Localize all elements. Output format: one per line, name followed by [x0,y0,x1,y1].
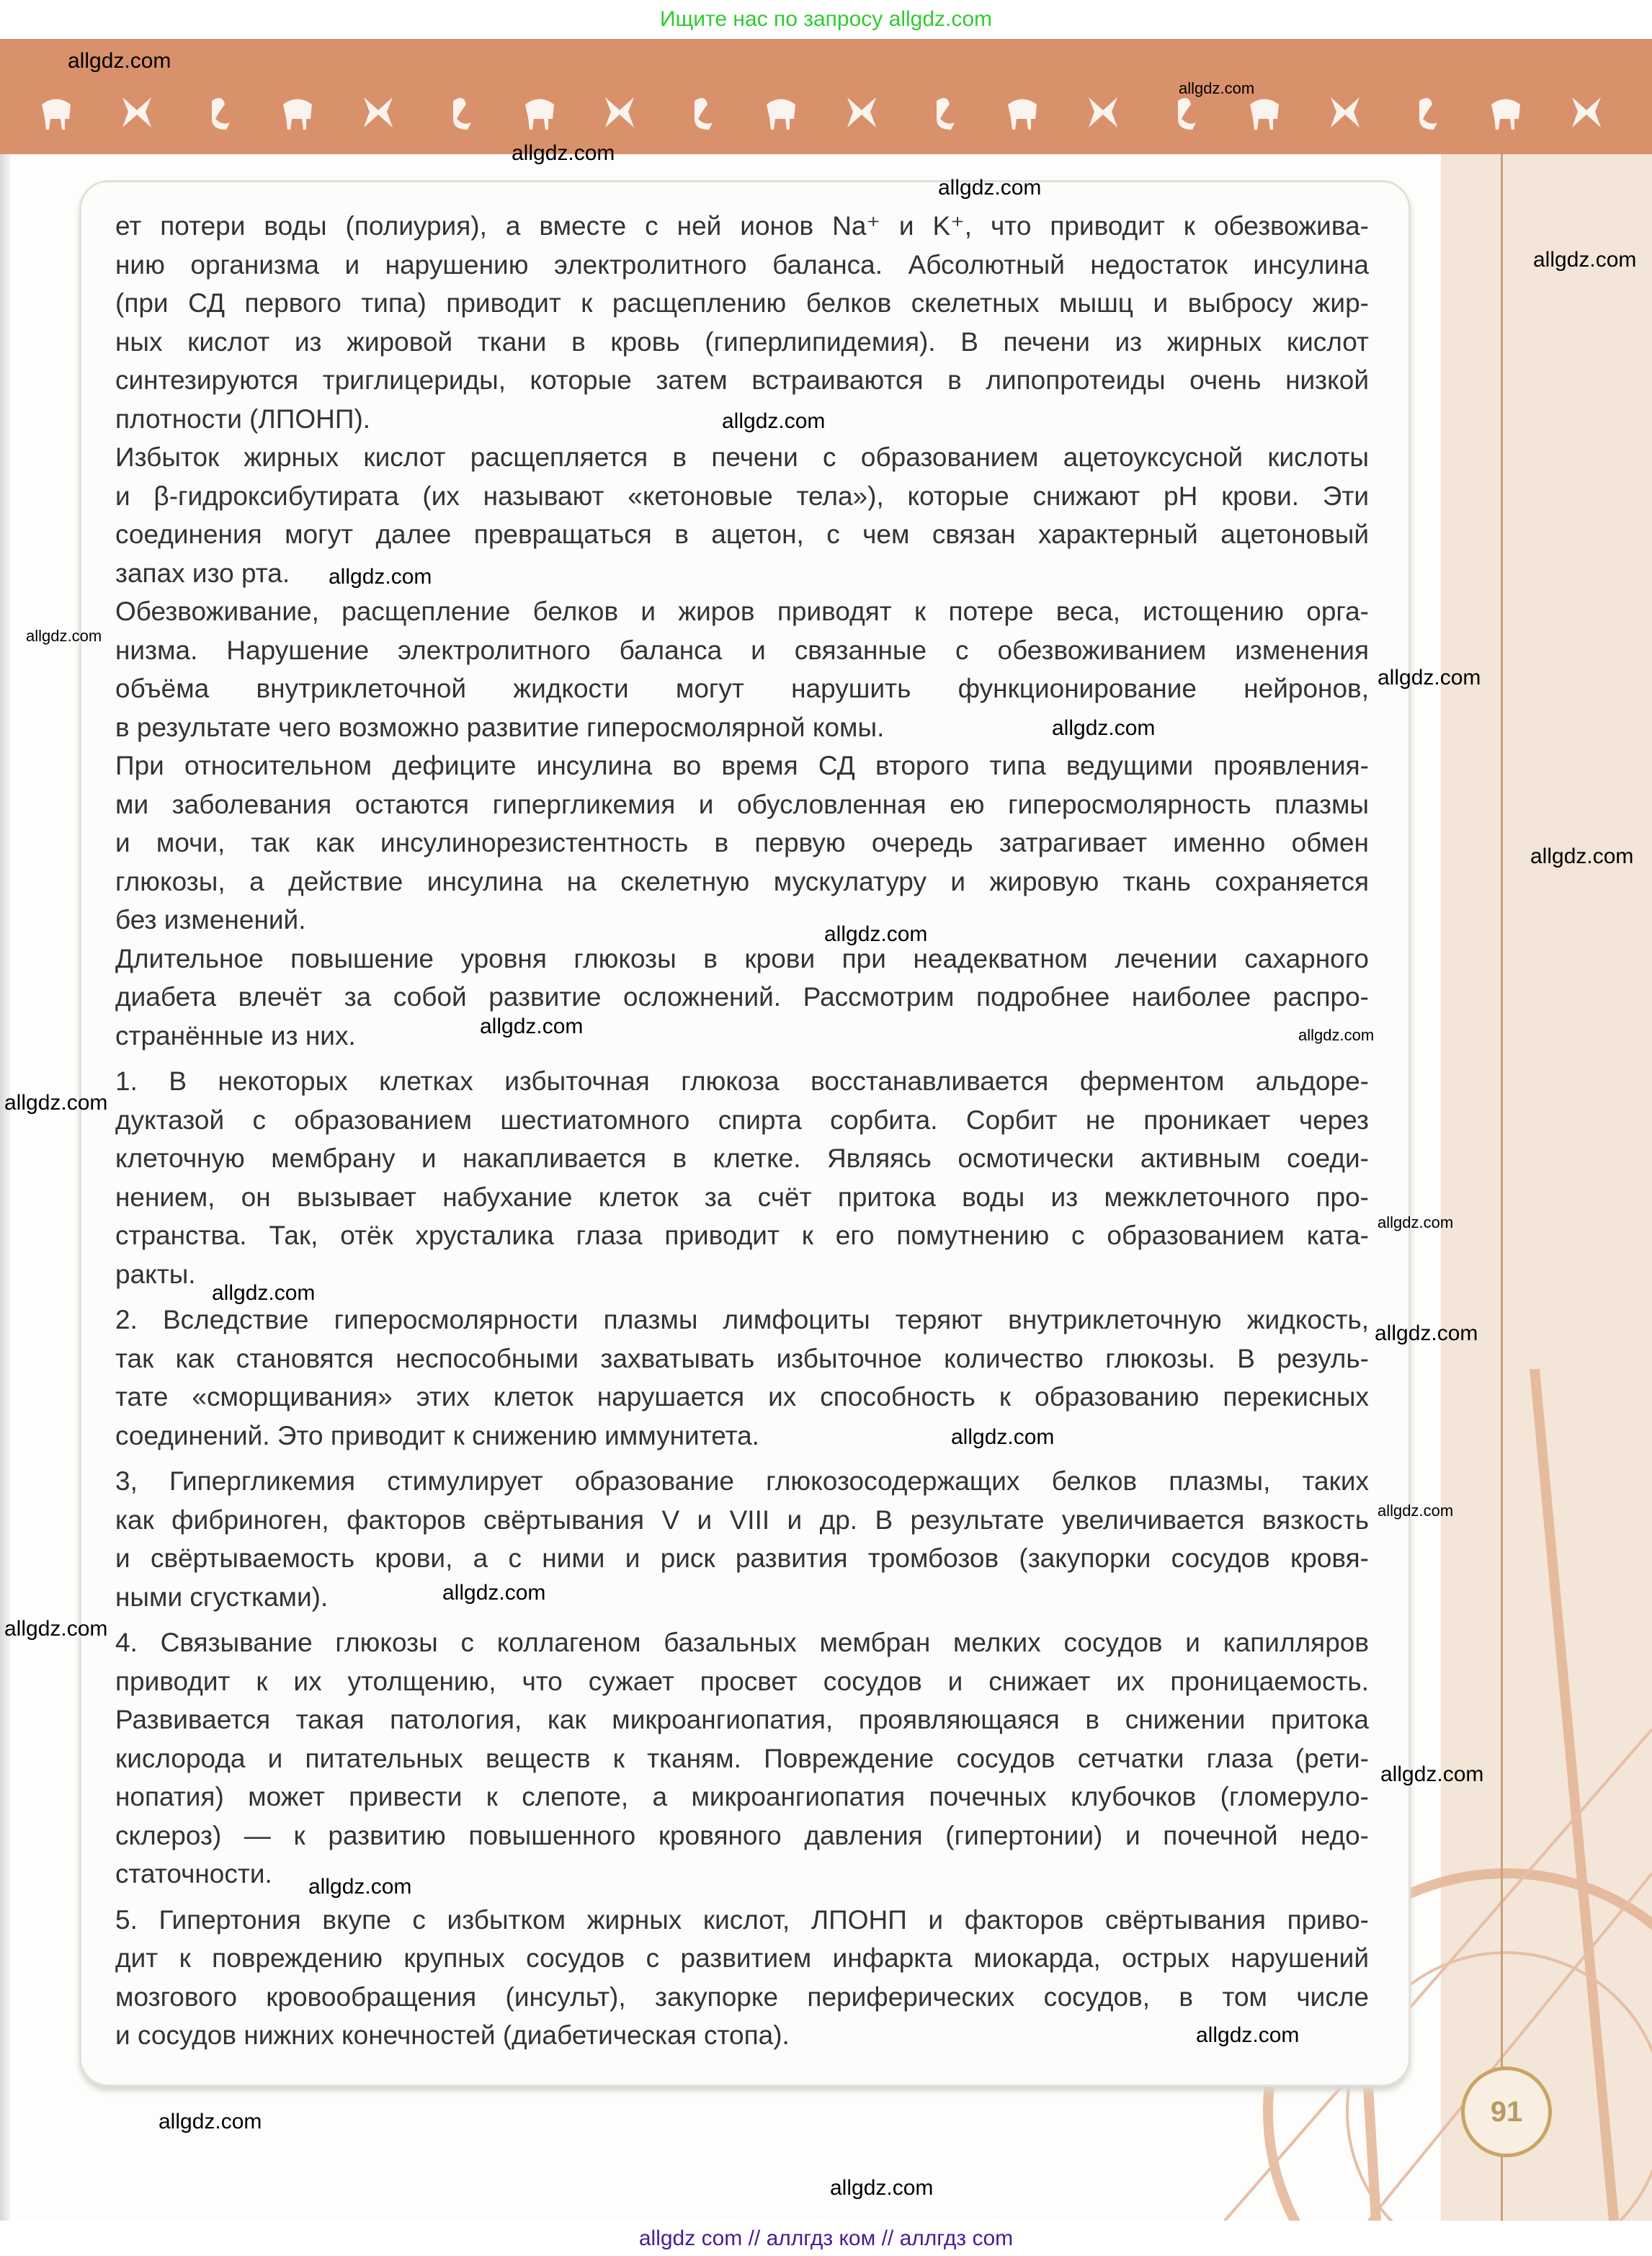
watermark-text: allgdz.com [68,49,171,73]
text-line: и β-гидроксибутирата (их называют «кетоновые тела»), которые снижают pH крови. Эти [115,481,1369,511]
text-line: соединений. Это приводит к снижению иммунитета. [115,1420,759,1450]
text-line: ет потери воды (полиурия), а вместе с ней ионов Na⁺ и K⁺, что приводит к обезвожива- [115,211,1369,241]
page-number: 91 [1461,2066,1552,2157]
text-line: нением, он вызывает набухание клеток за счёт притока воды из межклеточного про- [115,1182,1369,1212]
page-edge [0,154,10,2221]
text-line: 4. Связывание глюкозы с коллагеном базальных мембран мелких сосудов и капилляров [115,1628,1369,1657]
paragraph [115,207,1369,438]
fish-icon [439,90,479,133]
watermark-text: allgdz.com [824,922,928,946]
text-line: Обезвоживание, расщепление белков и жиров приводят к потере веса, истощению орга- [115,597,1369,626]
top-banner-text: Ищите нас по запросу allgdz.com [659,7,993,31]
text-line: 1. В некоторых клетках избыточная глюкоза восстанавливается ферментом альдоре- [115,1066,1369,1096]
text-line: соединения могут далее превращаться в ацетон, с чем связан характерный ацетоновый [115,520,1369,549]
butterfly-icon [1002,90,1042,133]
top-banner [0,0,1652,39]
text-line: Избыток жирных кислот расщепляется в печени с образованием ацетоуксусной кислоты [115,442,1369,472]
watermark-text: allgdz.com [1378,1502,1454,1520]
watermark-text: allgdz.com [1378,666,1481,690]
text-line: При относительном дефиците инсулина во время СД второго типа ведущими проявления- [115,751,1369,780]
ostrich-icon [841,90,882,133]
text-line: и сосудов нижних конечностей (диабетическая стопа). [115,2020,790,2050]
watermark-text: allgdz.com [1179,79,1255,97]
text-line: ных кислот из жировой ткани в кровь (гиперлипидемия). В печени из жирных кислот [115,326,1369,357]
text-line: низма. Нарушение электролитного баланса и связанные с обезвоживанием изменения [115,635,1369,665]
text-line: нопатия) может привести к слепоте, а микроангиопатия почечных клубочков (гломеруло- [115,1782,1369,1811]
text-line: объёма внутриклеточной жидкости могут нарушить функционирование нейронов, [115,674,1369,703]
text-line: как фибриноген, факторов свёртывания V и VIII и др. В результате увеличивается вязкость [115,1504,1369,1535]
watermark-text: allgdz.com [4,1617,108,1641]
boar-icon [761,90,801,133]
text-line: приводит к их утолщению, что сужает просвет сосудов и снижает их проницаемость. [115,1666,1369,1696]
watermark-text: allgdz.com [4,1091,108,1115]
body-text [115,207,1369,2055]
list-item-paragraph [115,1301,1369,1455]
bottom-banner [0,2221,1652,2256]
text-line: (при СД первого типа) приводит к расщеплению белков скелетных мышц и выбросу жир- [115,288,1369,318]
text-line: глюкозы, а действие инсулина на скелетную мускулатуру и жировую ткань сохраняется [115,866,1369,896]
text-line: мозгового кровообращения (инсульт), закупорке периферических сосудов, в том числе [115,1981,1369,2012]
text-line: плотности (ЛПОНП). [115,404,371,434]
heron-icon [599,90,640,133]
horse-icon [277,90,318,133]
watermark-text: allgdz.com [1530,844,1634,868]
text-line: в результате чего возможно развитие гиперосмолярной комы. [115,712,885,742]
watermark-text: allgdz.com [158,2110,262,2134]
text-line: так как становятся неспособными захватывать избыточное количество глюкозы. В резуль- [115,1343,1369,1373]
watermark-text: allgdz.com [329,565,432,589]
text-line: статочности. [115,1859,272,1889]
watermark-text: allgdz.com [722,409,826,433]
text-line: ми заболевания остаются гипергликемия и обусловленная ею гиперосмолярность плазмы [115,789,1369,819]
watermark-text: allgdz.com [1298,1026,1375,1044]
watermark-text: allgdz.com [1196,2023,1300,2047]
text-line: ными сгустками). [115,1582,329,1612]
text-line: дуктазой с образованием шестиатомного спирта сорбита. Сорбит не проникает через [115,1105,1369,1135]
text-line: 5. Гипертония вкупе с избытком жирных кислот, ЛПОНП и факторов свёртывания приво- [115,1904,1369,1935]
paragraph [115,438,1369,592]
text-line: синтезируются триглицериды, которые затем встраиваются в липопротеиды очень низкой [115,365,1369,395]
watermark-text: allgdz.com [308,1875,412,1899]
watermark-text: allgdz.com [442,1581,546,1605]
text-line: запах изо рта. [115,558,290,588]
list-item-paragraph [115,1623,1369,1894]
antelope-icon [922,90,963,133]
watermark-text: allgdz.com [212,1281,316,1305]
insect-icon [680,90,720,133]
list-item-paragraph [115,1062,1369,1293]
paragraph [115,746,1369,940]
bird-icon [358,90,398,133]
list-item-paragraph [115,1462,1369,1616]
text-line: Длительное повышение уровня глюкозы в крови при неадекватном лечении сахарного [115,943,1369,973]
animal-icons-row [36,86,1607,137]
watermark-text: allgdz.com [1380,1762,1484,1786]
watermark-text: allgdz.com [480,1015,584,1038]
list-item-paragraph [115,1901,1369,2055]
watermark-text: allgdz.com [1375,1321,1478,1345]
text-line: 2. Вследствие гиперосмолярности плазмы лимфоциты теряют внутриклеточную жидкость, [115,1305,1369,1334]
deer-icon [519,90,560,133]
text-line: без изменений. [115,905,306,935]
text-line: кислорода и питательных веществ к тканям. Повреждение сосудов сетчатки глаза (рети- [115,1743,1369,1773]
text-line: и свёртываемость крови, а с ними и риск развития тромбозов (закупорки сосудов кровя- [115,1543,1369,1573]
text-line: 3, Гипергликемия стимулирует образование глюкозосодержащих белков плазмы, таких [115,1466,1369,1496]
text-line: странства. Так, отёк хрусталика глаза приводит к его помутнению с образованием ката- [115,1221,1369,1250]
bottom-banner-text: allgdz com // аллгдз ком // аллгдз com [638,2226,1014,2250]
bird-icon [1325,90,1365,133]
text-line: ракты. [115,1259,196,1289]
watermark-text: allgdz.com [1378,1213,1454,1231]
butterfly-icon [117,90,157,133]
deer-icon [1486,90,1526,133]
paragraph [115,940,1369,1056]
heron-icon [1566,90,1607,133]
watermark-text: allgdz.com [512,141,615,165]
text-line: Развивается такая патология, как микроангиопатия, проявляющаяся в снижении притока [115,1705,1369,1734]
text-line: дит к повреждению крупных сосудов с развитием инфаркта миокарда, острых нарушений [115,1943,1369,1973]
watermark-text: allgdz.com [1533,248,1637,272]
watermark-text: allgdz.com [951,1425,1055,1449]
text-line: тате «сморщивания» этих клеток нарушается их способность к образованию перекисных [115,1382,1369,1412]
bison-icon [1083,90,1123,133]
scorpion-icon [197,90,238,133]
watermark-text: allgdz.com [938,176,1042,200]
text-line: и мочи, так как инсулинорезистентность в первую очередь затрагивает именно обмен [115,828,1369,857]
text-line: клеточную мембрану и накапливается в клетке. Являясь осмотически активным соеди- [115,1143,1369,1173]
watermark-text: allgdz.com [830,2176,934,2200]
text-line: диабета влечёт за собой развитие осложнений. Рассмотрим подробнее наиболее распро- [115,982,1369,1012]
bison-icon [36,90,76,133]
text-line: странённые из них. [115,1020,356,1051]
watermark-text: allgdz.com [1052,716,1156,740]
fish-icon [1405,90,1445,133]
paragraph [115,592,1369,746]
watermark-text: allgdz.com [26,627,102,645]
margin-divider [1501,154,1503,2221]
text-line: нию организма и нарушению электролитного баланса. Абсолютный недостаток инсулина [115,249,1369,280]
text-line: склероз) — к развитию повышенного кровяного давления (гипертонии) и почечной недо- [115,1820,1369,1850]
